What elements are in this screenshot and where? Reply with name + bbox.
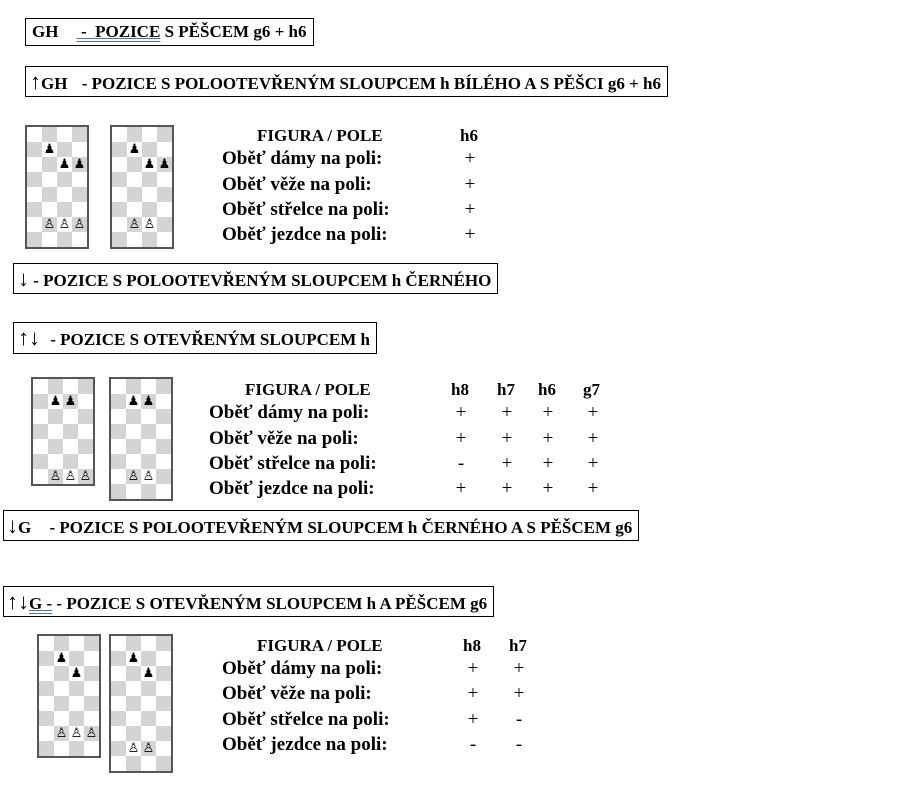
board-square — [141, 439, 156, 454]
board-square — [141, 681, 156, 696]
table-2-row-label: Oběť jezdce na poli: — [209, 478, 375, 499]
board-square — [39, 741, 54, 756]
board-square — [142, 142, 157, 157]
down-arrow-icon: ↓ — [18, 266, 29, 291]
header-gh-prefix: GH — [32, 22, 59, 41]
board-square — [156, 741, 171, 756]
table-1-cell: + — [464, 174, 476, 195]
black-pawn-icon: ♟ — [55, 651, 68, 666]
white-pawn-icon: ♙ — [43, 217, 56, 232]
board-square — [127, 202, 142, 217]
table-2-header: FIGURA / POLE — [245, 380, 371, 399]
table-1-row-label: Oběť dámy na poli: — [222, 148, 383, 169]
board-square — [126, 636, 141, 651]
board-square — [48, 439, 63, 454]
white-pawn-icon: ♙ — [143, 217, 156, 232]
table-1-cell: + — [464, 148, 476, 169]
header-gh — [25, 18, 314, 46]
board-square — [111, 409, 126, 424]
table-3-cell: + — [467, 683, 479, 704]
board-square — [111, 681, 126, 696]
board-square — [141, 409, 156, 424]
board-square — [126, 666, 141, 681]
board-square — [72, 187, 87, 202]
board-square — [156, 379, 171, 394]
board-square — [78, 394, 93, 409]
table-2-col: h8 — [451, 380, 469, 399]
board-square — [84, 711, 99, 726]
table-3-cell: + — [513, 683, 525, 704]
table-3-row-label: Oběť dámy na poli: — [222, 658, 383, 679]
board-square — [126, 439, 141, 454]
table-2-cell: + — [542, 428, 554, 449]
header-down — [13, 263, 498, 294]
board-square — [48, 409, 63, 424]
board-square — [39, 666, 54, 681]
board-square — [72, 142, 87, 157]
board-square — [156, 394, 171, 409]
table-2-cell: - — [457, 453, 465, 474]
table-3-col: h7 — [509, 636, 527, 655]
board-square — [54, 696, 69, 711]
board-square — [156, 424, 171, 439]
chess-board-2a — [31, 377, 95, 486]
board-square — [156, 651, 171, 666]
black-pawn-icon: ♟ — [127, 394, 140, 409]
board-square — [42, 127, 57, 142]
board-square — [39, 696, 54, 711]
table-1-row-label: Oběť střelce na poli: — [222, 199, 390, 220]
table-3-col: h8 — [463, 636, 481, 655]
board-square — [27, 142, 42, 157]
header-updown-g — [3, 586, 494, 617]
board-square — [78, 379, 93, 394]
board-square — [48, 379, 63, 394]
board-square — [156, 636, 171, 651]
board-square — [57, 187, 72, 202]
header-updown-g-link[interactable]: G - — [29, 594, 53, 613]
board-square — [126, 681, 141, 696]
board-square — [111, 424, 126, 439]
board-square — [48, 454, 63, 469]
board-square — [57, 127, 72, 142]
board-square — [27, 172, 42, 187]
table-3-row-label: Oběť věže na poli: — [222, 683, 372, 704]
table-2-col: h7 — [497, 380, 515, 399]
board-square — [69, 741, 84, 756]
table-2-col: g7 — [583, 380, 600, 399]
table-1-row-label: Oběť jezdce na poli: — [222, 224, 388, 245]
board-square — [142, 232, 157, 247]
board-square — [39, 711, 54, 726]
board-square — [111, 469, 126, 484]
table-2-cell: + — [587, 402, 599, 423]
table-2-cell: + — [587, 428, 599, 449]
board-square — [111, 651, 126, 666]
table-2-cell: + — [542, 453, 554, 474]
board-square — [111, 454, 126, 469]
board-square — [112, 157, 127, 172]
board-square — [111, 379, 126, 394]
board-square — [57, 172, 72, 187]
board-square — [157, 142, 172, 157]
board-square — [126, 409, 141, 424]
board-square — [156, 711, 171, 726]
board-square — [63, 409, 78, 424]
board-square — [27, 187, 42, 202]
black-pawn-icon: ♟ — [142, 394, 155, 409]
board-square — [69, 681, 84, 696]
up-down-arrow-icon: ↑↓ — [18, 325, 40, 350]
board-square — [63, 424, 78, 439]
board-square — [84, 741, 99, 756]
board-square — [57, 142, 72, 157]
up-down-arrow-icon: ↑↓ — [7, 589, 29, 614]
white-pawn-icon: ♙ — [85, 726, 98, 741]
board-square — [33, 439, 48, 454]
table-3-row-label: Oběť střelce na poli: — [222, 709, 390, 730]
board-square — [33, 409, 48, 424]
board-square — [141, 651, 156, 666]
table-2-row-label: Oběť věže na poli: — [209, 428, 359, 449]
board-square — [78, 409, 93, 424]
board-square — [39, 726, 54, 741]
header-up-gh — [25, 66, 668, 97]
board-square — [54, 636, 69, 651]
table-2-cell: + — [455, 402, 467, 423]
board-square — [157, 202, 172, 217]
board-square — [157, 232, 172, 247]
white-pawn-icon: ♙ — [58, 217, 71, 232]
board-square — [84, 681, 99, 696]
board-square — [111, 741, 126, 756]
table-3-cell: + — [467, 709, 479, 730]
table-1-row-label: Oběť věže na poli: — [222, 174, 372, 195]
board-square — [126, 379, 141, 394]
board-square — [126, 726, 141, 741]
board-square — [127, 187, 142, 202]
chess-board-3b — [109, 634, 173, 773]
board-square — [33, 469, 48, 484]
board-square — [156, 696, 171, 711]
board-square — [141, 379, 156, 394]
table-2-cell: + — [501, 453, 513, 474]
chess-board-1a — [25, 125, 89, 249]
board-square — [156, 439, 171, 454]
board-square — [54, 741, 69, 756]
board-square — [142, 127, 157, 142]
board-square — [33, 424, 48, 439]
board-square — [111, 696, 126, 711]
header-up-gh-label: GH — [41, 74, 68, 93]
board-square — [126, 711, 141, 726]
board-square — [156, 484, 171, 499]
black-pawn-icon: ♟ — [158, 157, 171, 172]
board-square — [142, 187, 157, 202]
chess-board-3a — [37, 634, 101, 758]
board-square — [141, 424, 156, 439]
table-2-cell: + — [501, 428, 513, 449]
board-square — [42, 202, 57, 217]
board-square — [63, 439, 78, 454]
board-square — [54, 666, 69, 681]
board-square — [69, 636, 84, 651]
board-square — [127, 157, 142, 172]
white-pawn-icon: ♙ — [55, 726, 68, 741]
table-3-cell: + — [467, 658, 479, 679]
header-down-g — [3, 510, 639, 541]
black-pawn-icon: ♟ — [73, 157, 86, 172]
board-square — [156, 681, 171, 696]
table-3-row-label: Oběť jezdce na poli: — [222, 734, 388, 755]
white-pawn-icon: ♙ — [73, 217, 86, 232]
board-square — [156, 666, 171, 681]
header-up-gh-rest: - POZICE S POLOOTEVŘENÝM SLOUPCEM h BÍLÉHO A S PĚŠCI g6 + h6 — [81, 74, 661, 93]
chess-board-1b — [110, 125, 174, 249]
header-down-g-rest: - POZICE S POLOOTEVŘENÝM SLOUPCEM h ČERNÉHO A S PĚŠCEM g6 — [49, 518, 633, 537]
board-square — [157, 217, 172, 232]
board-square — [54, 711, 69, 726]
board-square — [111, 726, 126, 741]
board-square — [141, 484, 156, 499]
board-square — [156, 469, 171, 484]
board-square — [111, 636, 126, 651]
board-square — [57, 202, 72, 217]
table-2-cell: + — [501, 402, 513, 423]
up-arrow-icon: ↑ — [30, 69, 41, 94]
board-square — [72, 202, 87, 217]
board-square — [126, 756, 141, 771]
board-square — [126, 696, 141, 711]
board-square — [127, 232, 142, 247]
board-square — [39, 651, 54, 666]
board-square — [156, 454, 171, 469]
board-square — [39, 681, 54, 696]
table-3-cell: - — [515, 709, 523, 730]
black-pawn-icon: ♟ — [70, 666, 83, 681]
board-square — [78, 439, 93, 454]
table-2-cell: + — [501, 478, 513, 499]
header-gh-link[interactable]: - POZICE — [76, 22, 161, 41]
board-square — [33, 394, 48, 409]
board-square — [112, 232, 127, 247]
table-2-cell: + — [587, 453, 599, 474]
table-1-cell: + — [464, 224, 476, 245]
board-square — [69, 711, 84, 726]
white-pawn-icon: ♙ — [128, 217, 141, 232]
black-pawn-icon: ♟ — [128, 142, 141, 157]
board-square — [63, 454, 78, 469]
black-pawn-icon: ♟ — [142, 666, 155, 681]
board-square — [141, 454, 156, 469]
board-square — [111, 394, 126, 409]
board-square — [69, 696, 84, 711]
board-square — [112, 217, 127, 232]
table-1-header: FIGURA / POLE — [257, 126, 383, 145]
board-square — [126, 424, 141, 439]
board-square — [141, 756, 156, 771]
board-square — [157, 127, 172, 142]
board-square — [27, 157, 42, 172]
board-square — [111, 439, 126, 454]
header-down-g-label: G — [18, 518, 32, 537]
board-square — [27, 127, 42, 142]
board-square — [156, 726, 171, 741]
table-2-cell: + — [542, 478, 554, 499]
table-3-header: FIGURA / POLE — [257, 636, 383, 655]
board-square — [112, 127, 127, 142]
black-pawn-icon: ♟ — [143, 157, 156, 172]
white-pawn-icon: ♙ — [142, 469, 155, 484]
board-square — [33, 379, 48, 394]
board-square — [111, 484, 126, 499]
board-square — [39, 636, 54, 651]
board-square — [157, 187, 172, 202]
table-3-cell: + — [513, 658, 525, 679]
board-square — [84, 696, 99, 711]
board-square — [72, 232, 87, 247]
board-square — [127, 127, 142, 142]
white-pawn-icon: ♙ — [64, 469, 77, 484]
board-square — [42, 157, 57, 172]
board-square — [156, 409, 171, 424]
table-3-cell: - — [515, 734, 523, 755]
white-pawn-icon: ♙ — [70, 726, 83, 741]
board-square — [27, 217, 42, 232]
board-square — [84, 666, 99, 681]
black-pawn-icon: ♟ — [58, 157, 71, 172]
black-pawn-icon: ♟ — [64, 394, 77, 409]
header-updown-g-rest: - POZICE S OTEVŘENÝM SLOUPCEM h A PĚŠCEM g6 — [56, 594, 488, 613]
white-pawn-icon: ♙ — [49, 469, 62, 484]
board-square — [112, 172, 127, 187]
table-2-row-label: Oběť střelce na poli: — [209, 453, 377, 474]
white-pawn-icon: ♙ — [127, 741, 140, 756]
board-square — [126, 484, 141, 499]
header-updown-rest: - POZICE S OTEVŘENÝM SLOUPCEM h — [50, 330, 370, 349]
board-square — [57, 232, 72, 247]
black-pawn-icon: ♟ — [127, 651, 140, 666]
table-1-col-h6: h6 — [460, 126, 478, 145]
black-pawn-icon: ♟ — [49, 394, 62, 409]
white-pawn-icon: ♙ — [142, 741, 155, 756]
board-square — [142, 202, 157, 217]
board-square — [111, 711, 126, 726]
board-square — [156, 756, 171, 771]
board-square — [48, 424, 63, 439]
chess-board-2b — [109, 377, 173, 501]
board-square — [142, 172, 157, 187]
table-3-cell: - — [469, 734, 477, 755]
board-square — [112, 142, 127, 157]
board-square — [157, 172, 172, 187]
board-square — [54, 681, 69, 696]
board-square — [69, 651, 84, 666]
table-2-cell: + — [455, 478, 467, 499]
board-square — [27, 232, 42, 247]
board-square — [63, 379, 78, 394]
board-square — [111, 756, 126, 771]
board-square — [33, 454, 48, 469]
white-pawn-icon: ♙ — [127, 469, 140, 484]
table-2-cell: + — [542, 402, 554, 423]
board-square — [78, 424, 93, 439]
board-square — [112, 202, 127, 217]
header-down-rest: - POZICE S POLOOTEVŘENÝM SLOUPCEM h ČERNÉHO — [33, 271, 492, 290]
board-square — [72, 172, 87, 187]
board-square — [42, 232, 57, 247]
board-square — [141, 636, 156, 651]
board-square — [127, 172, 142, 187]
white-pawn-icon: ♙ — [79, 469, 92, 484]
board-square — [111, 666, 126, 681]
header-updown — [13, 322, 377, 354]
board-square — [27, 202, 42, 217]
board-square — [126, 454, 141, 469]
down-arrow-icon: ↓ — [7, 513, 18, 538]
board-square — [141, 711, 156, 726]
board-square — [141, 696, 156, 711]
board-square — [42, 187, 57, 202]
board-square — [84, 651, 99, 666]
table-2-row-label: Oběť dámy na poli: — [209, 402, 370, 423]
board-square — [112, 187, 127, 202]
board-square — [42, 172, 57, 187]
board-square — [84, 636, 99, 651]
board-square — [72, 127, 87, 142]
table-2-cell: + — [455, 428, 467, 449]
header-gh-rest: S PĚŠCEM g6 + h6 — [160, 22, 307, 41]
black-pawn-icon: ♟ — [43, 142, 56, 157]
board-square — [141, 726, 156, 741]
table-1-cell: + — [464, 199, 476, 220]
table-2-cell: + — [587, 478, 599, 499]
table-2-col: h6 — [538, 380, 556, 399]
board-square — [78, 454, 93, 469]
